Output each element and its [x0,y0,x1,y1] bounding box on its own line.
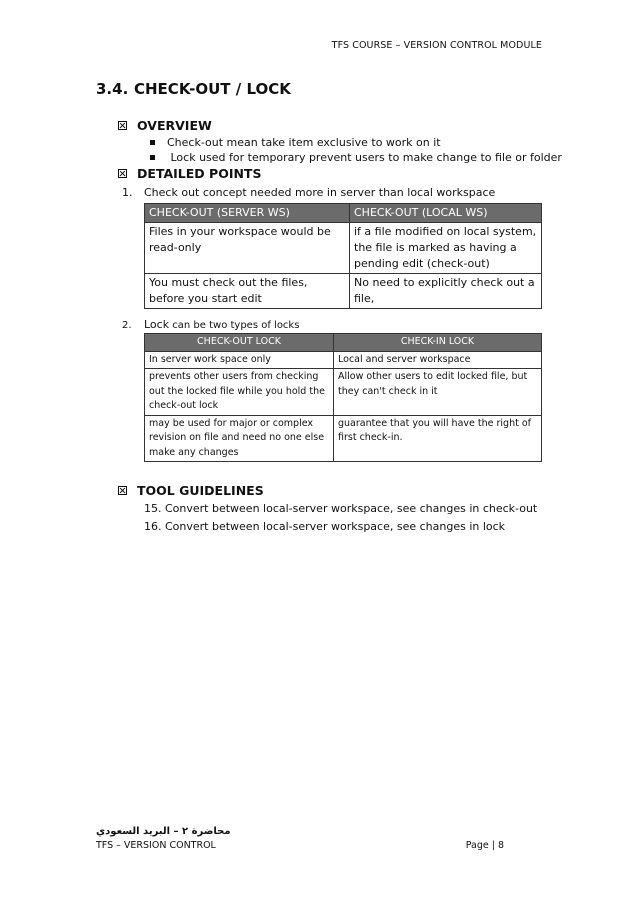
section-heading [96,80,291,98]
item-number: 1. [122,186,133,199]
table-header-row [145,334,542,352]
table-cell: Files in your workspace would be read-only [145,223,350,274]
page-number: Page | 8 [465,840,504,851]
list-item [150,136,441,149]
table-cell: guarantee that you will have the right of first check-in. [334,415,542,462]
table-header-cell: CHECK-OUT LOCK [145,334,334,352]
section-number: 3.4. [96,80,129,98]
table-header-cell: CHECK-OUT (LOCAL WS) [350,204,542,223]
table-header-cell: CHECK-IN LOCK [334,334,542,352]
table-header-row [145,204,542,223]
square-bullet-icon [150,155,155,160]
table-header-cell: CHECK-OUT (SERVER WS) [145,204,350,223]
item-text: Check out concept needed more in server than local workspace [144,186,496,199]
list-item: 16. Convert between local-server workspace, see changes in lock [144,520,506,533]
bullet-text: Lock used for temporary prevent users to make change to file or folder [167,151,562,164]
overview-title: OVERVIEW [137,118,212,133]
page-header: TFS COURSE – VERSION CONTROL MODULE [331,40,542,51]
table-cell: may be used for major or complex revision on file and need no one else make any changes [145,415,334,462]
bullet-text: Check-out mean take item exclusive to work on it [167,136,441,149]
item-number: 2. [122,320,132,331]
checkout-table [144,203,542,309]
table-cell: No need to explicitly check out a file, [350,274,542,309]
item-keyword: Lock [144,318,170,331]
numbered-item [122,186,495,199]
table-row [145,351,542,369]
table-row [145,274,542,309]
overview-heading [118,118,212,133]
list-item [150,151,562,164]
square-bullet-icon [150,140,155,145]
footer-arabic: محاضرة ٢ – البريد السعودي [96,826,231,837]
table-cell: You must check out the files, before you start edit [145,274,350,309]
table-cell: Allow other users to edit locked file, but they can't check in it [334,369,542,416]
section-title: CHECK-OUT / LOCK [134,80,291,98]
list-item: 15. Convert between local-server workspace, see changes in check-out [144,502,538,515]
tools-heading [118,483,264,498]
checkbox-x-icon [118,169,127,178]
table-cell: prevents other users from checking out the locked file while you hold the check-out lock [145,369,334,416]
tools-title: TOOL GUIDELINES [137,483,264,498]
item-text: can be two types of locks [169,320,300,331]
detailed-title: DETAILED POINTS [137,166,262,181]
lock-table [144,333,542,462]
table-cell: if a file modified on local system, the file is marked as having a pending edit (check-out) [350,223,542,274]
table-cell: Local and server workspace [334,351,542,369]
numbered-item [122,318,299,331]
checkbox-x-icon [118,121,127,130]
footer-title: TFS – VERSION CONTROL [96,840,216,851]
table-row [145,223,542,274]
table-row [145,369,542,416]
table-row [145,415,542,462]
table-cell: In server work space only [145,351,334,369]
detailed-heading [118,166,261,181]
checkbox-x-icon [118,486,127,495]
